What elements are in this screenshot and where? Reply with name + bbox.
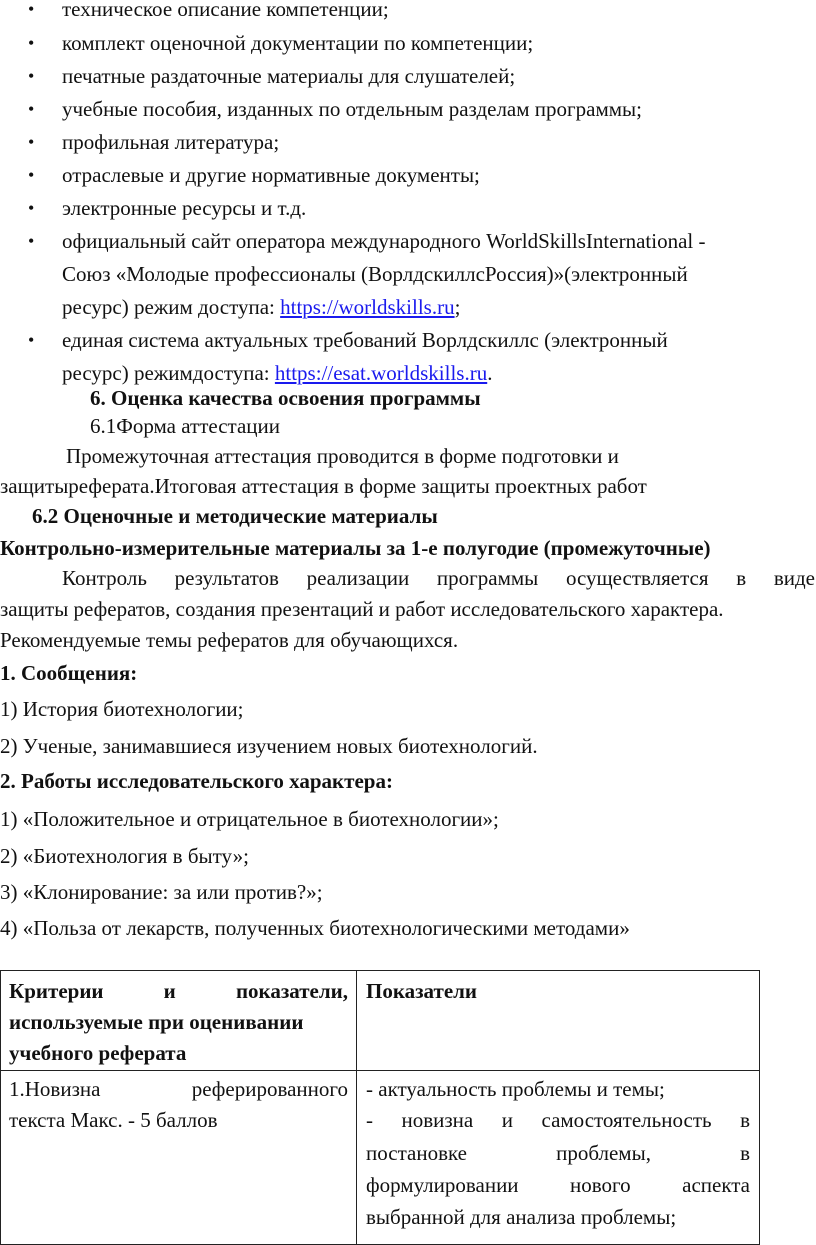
research-item-4: 4) «Польза от лекарств, полученных биотехнологическими методами» bbox=[0, 916, 630, 940]
row1-col2-line-4: формулировании нового аспекта bbox=[366, 1173, 750, 1197]
control-paragraph-line-3: Рекомендуемые темы рефератов для обучающихся. bbox=[0, 628, 459, 652]
bullet-item-4: учебные пособия, изданных по отдельным разделам программы; bbox=[62, 97, 642, 121]
bullet-icon: • bbox=[28, 330, 35, 350]
link-prefix: ресурс) режим доступа: bbox=[62, 295, 281, 319]
subsection-6-2-title: 6.2 Оценочные и методические материалы bbox=[32, 504, 438, 528]
bullet-item-8-line-3 bbox=[62, 292, 460, 322]
header-col1-line-1: Критерии и показатели, bbox=[9, 979, 348, 1003]
bullet-item-2: комплект оценочной документации по компетенции; bbox=[62, 31, 534, 55]
bullet-icon: • bbox=[28, 231, 35, 251]
link-suffix: ; bbox=[454, 295, 461, 319]
message-item-1: 1) История биотехнологии; bbox=[0, 697, 244, 721]
messages-heading: 1. Сообщения: bbox=[0, 661, 138, 685]
bullet-item-7: электронные ресурсы и т.д. bbox=[62, 196, 307, 220]
research-item-1: 1) «Положительное и отрицательное в биотехнологии»; bbox=[0, 807, 499, 831]
row1-col1-line-2: текста Макс. - 5 баллов bbox=[9, 1108, 218, 1132]
link-suffix: . bbox=[487, 361, 493, 385]
section-6-heading: 6. Оценка качества освоения программы bbox=[90, 386, 481, 410]
row1-col2-line-3: постановке проблемы, в bbox=[366, 1141, 750, 1165]
control-paragraph-line-2: защиты рефератов, создания презентаций и работ исследовательского характера. bbox=[0, 597, 724, 621]
research-item-2: 2) «Биотехнология в быту»; bbox=[0, 844, 249, 868]
bullet-item-9-line-1: единая система актуальных требований Ворлдскиллс (электронный bbox=[62, 328, 668, 352]
bullet-icon: • bbox=[28, 66, 35, 86]
control-paragraph-line-1: Контроль результатов реализации программы осуществляется в виде bbox=[62, 566, 815, 590]
bullet-item-6: отраслевые и другие нормативные документы; bbox=[62, 163, 480, 187]
header-col2: Показатели bbox=[366, 979, 478, 1003]
row1-col2-line-1: - актуальность проблемы и темы; bbox=[366, 1077, 665, 1101]
paragraph-6-1-line-2: защитыреферата.Итоговая аттестация в форме защиты проектных работ bbox=[0, 474, 647, 498]
bullet-item-1: техническое описание компетенции; bbox=[62, 0, 389, 21]
bullet-icon: • bbox=[28, 198, 35, 218]
bullet-item-5: профильная литература; bbox=[62, 130, 280, 154]
bullet-item-3: печатные раздаточные материалы для слушателей; bbox=[62, 64, 516, 88]
link-prefix: ресурс) режимдоступа: bbox=[62, 361, 275, 385]
bullet-item-8-line-1: официальный сайт оператора международного WorldSkillsInternational - bbox=[62, 229, 706, 253]
bullet-icon: • bbox=[28, 0, 35, 19]
worldskills-link[interactable]: https://worldskills.ru bbox=[280, 295, 455, 319]
bullet-icon: • bbox=[28, 99, 35, 119]
message-item-2: 2) Ученые, занимавшиеся изучением новых биотехнологий. bbox=[0, 734, 538, 758]
header-col1-line-2: используемые при оценивании bbox=[9, 1010, 304, 1034]
research-item-3: 3) «Клонирование: за или против?»; bbox=[0, 880, 323, 904]
bullet-icon: • bbox=[28, 33, 35, 53]
row1-col1-line-1: 1.Новизна реферированного bbox=[9, 1077, 348, 1101]
kim-heading: Контрольно-измерительные материалы за 1-е полугодие (промежуточные) bbox=[0, 536, 711, 560]
paragraph-6-1-line-1: Промежуточная аттестация проводится в форме подготовки и bbox=[66, 444, 619, 468]
row1-col2-line-2: - новизна и самостоятельность в bbox=[366, 1108, 750, 1132]
bullet-item-8-line-2: Союз «Молодые профессионалы (ВорлдскиллсРоссия)»(электронный bbox=[62, 262, 688, 286]
research-heading: 2. Работы исследовательского характера: bbox=[0, 769, 393, 793]
header-col1-line-3: учебного реферата bbox=[9, 1041, 187, 1065]
bullet-icon: • bbox=[28, 165, 35, 185]
subsection-6-1-title: 6.1Форма аттестации bbox=[90, 414, 281, 438]
esat-worldskills-link[interactable]: https://esat.worldskills.ru bbox=[274, 361, 488, 385]
bullet-icon: • bbox=[28, 132, 35, 152]
row1-col2-line-5: выбранной для анализа проблемы; bbox=[366, 1205, 677, 1229]
